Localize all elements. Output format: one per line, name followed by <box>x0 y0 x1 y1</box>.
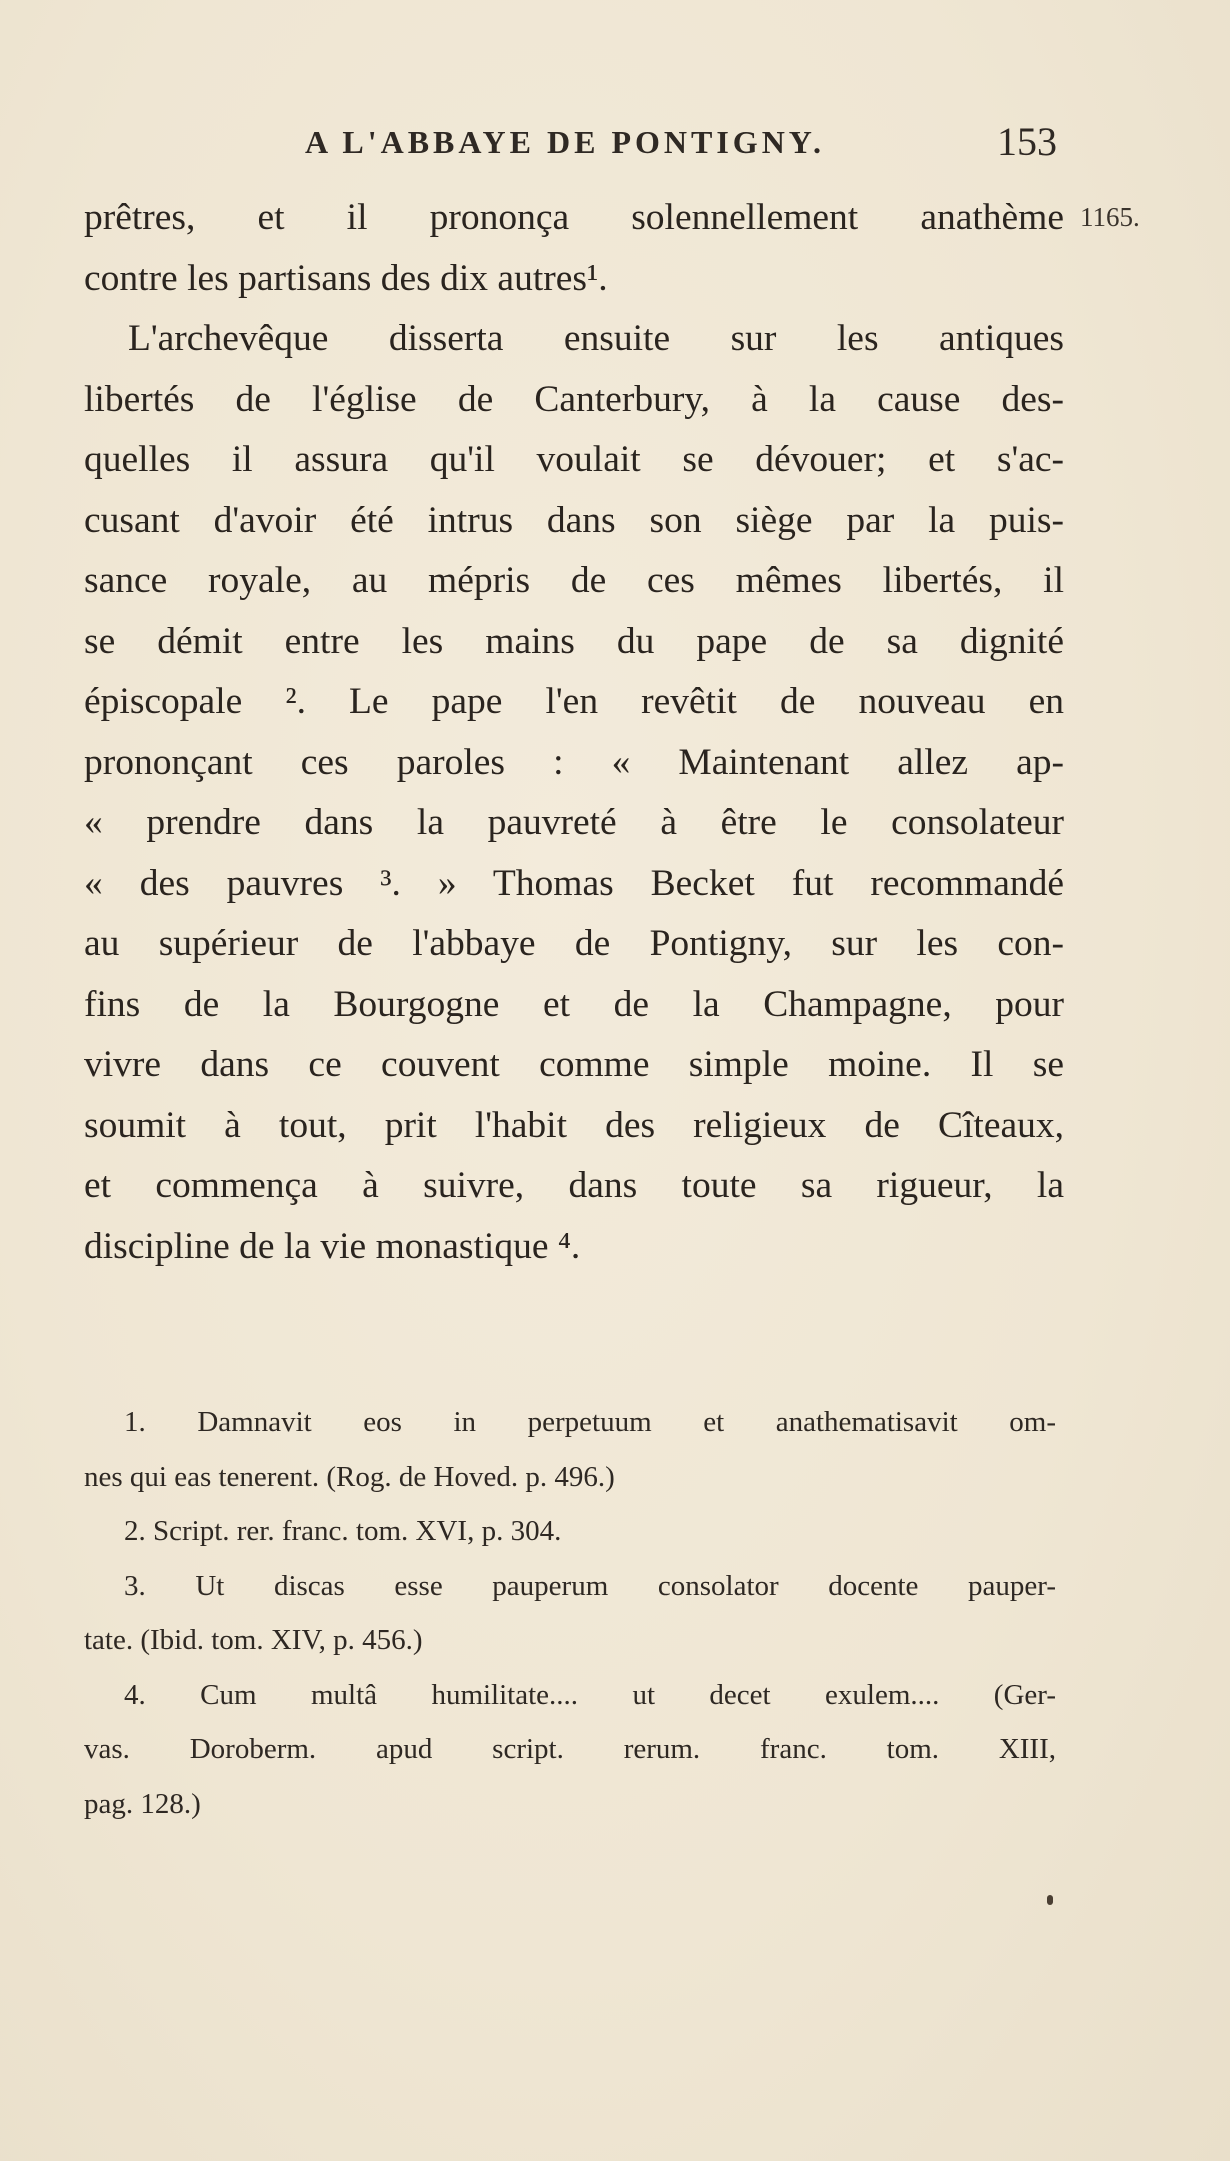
main-text <box>84 188 1064 1277</box>
footnote-line: tate. (Ibid. tom. XIV, p. 456.) <box>84 1624 423 1656</box>
margin-year-note: 1165. <box>1080 202 1140 232</box>
footnote-line: pag. 128.) <box>84 1787 201 1820</box>
text-line: discipline de la vie monastique ⁴. <box>84 1225 581 1267</box>
text-line: « des pauvres ³. » Thomas Becket fut recommandé <box>84 862 1064 904</box>
text-line: prononçant ces paroles : « Maintenant allez ap- <box>84 741 1064 783</box>
ink-speck <box>1047 1895 1053 1905</box>
text-line: quelles il assura qu'il voulait se dévouer; et s'ac- <box>84 439 1064 480</box>
text-line: se démit entre les mains du pape de sa dignité <box>84 620 1064 662</box>
text-line: fins de la Bourgogne et de la Champagne, pour <box>84 983 1064 1025</box>
text-line: libertés de l'église de Canterbury, à la cause des- <box>84 378 1064 420</box>
footnote-line: nes qui eas tenerent. (Rog. de Hoved. p. 496.) <box>84 1460 615 1493</box>
text-line: et commença à suivre, dans toute sa rigueur, la <box>84 1165 1064 1206</box>
footnote-line: vas. Doroberm. apud script. rerum. franc. tom. XIII, <box>84 1733 1056 1765</box>
text-line: vivre dans ce couvent comme simple moine. Il se <box>84 1044 1064 1085</box>
text-line: cusant d'avoir été intrus dans son siège par la puis- <box>84 499 1064 541</box>
page-number: 153 <box>997 119 1057 164</box>
text-line: soumit à tout, prit l'habit des religieux de Cîteaux, <box>84 1104 1064 1146</box>
footnote-line: 1. Damnavit eos in perpetuum et anathematisavit om- <box>124 1406 1056 1438</box>
text-line: contre les partisans des dix autres¹. <box>84 257 608 299</box>
footnotes <box>84 1395 1056 1831</box>
text-line: épiscopale ². Le pape l'en revêtit de nouveau en <box>84 681 1064 722</box>
footnote-line: 4. Cum multâ humilitate.... ut decet exulem.... (Ger- <box>124 1678 1056 1711</box>
running-title: A L'ABBAYE DE PONTIGNY. <box>305 124 825 160</box>
page-header <box>305 118 1057 178</box>
text-line: L'archevêque disserta ensuite sur les antiques <box>128 318 1064 359</box>
text-line: sance royale, au mépris de ces mêmes libertés, il <box>84 560 1064 601</box>
text-line: prêtres, et il prononça solennellement anathème <box>84 197 1064 238</box>
footnote-line: 3. Ut discas esse pauperum consolator docente pauper- <box>124 1569 1056 1602</box>
footnote-line: 2. Script. rer. franc. tom. XVI, p. 304. <box>124 1515 562 1547</box>
text-line: « prendre dans la pauvreté à être le consolateur <box>84 802 1064 843</box>
text-line: au supérieur de l'abbaye de Pontigny, sur les con- <box>84 923 1064 964</box>
